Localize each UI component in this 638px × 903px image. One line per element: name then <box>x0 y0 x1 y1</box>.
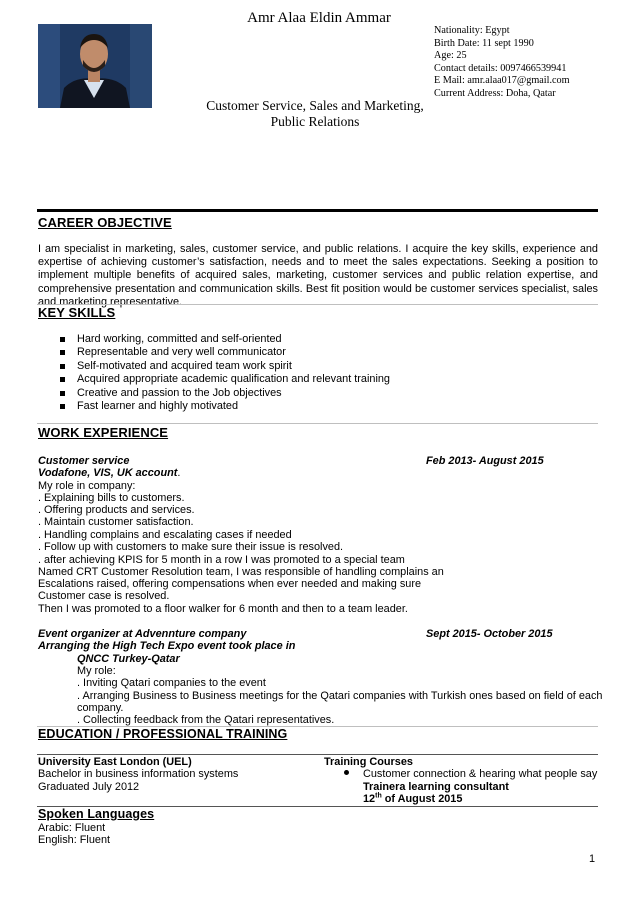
skill-item: Self-motivated and acquired team work spirit <box>60 360 390 373</box>
job1-line: . Handling complains and escalating cases if needed <box>38 529 292 541</box>
job1-line: . Maintain customer satisfaction. <box>38 516 194 528</box>
job1-line: . Follow up with customers to make sure their issue is resolved. <box>38 541 344 553</box>
job2-place: QNCC Turkey-Qatar <box>77 653 180 665</box>
skill-item: Acquired appropriate academic qualification and relevant training <box>60 373 390 386</box>
email: E Mail: amr.alaa017@gmail.com <box>434 75 570 87</box>
job1-role: Customer service <box>38 455 130 467</box>
profile-photo-image <box>38 24 152 108</box>
bullet-icon <box>344 770 349 775</box>
job1-line: . after achieving KPIS for 5 month in a row I was promoted to a special team <box>38 554 405 566</box>
section-title-key-skills: KEY SKILLS <box>38 305 116 320</box>
contact-number: Contact details: 0097466539941 <box>434 62 567 74</box>
training-date-suffix: th <box>375 792 382 800</box>
language-item: Arabic: Fluent <box>38 822 106 834</box>
job2-dates: Sept 2015- October 2015 <box>426 628 553 640</box>
job1-line: Named CRT Customer Resolution team, I was responsible of handling complains an <box>38 566 444 578</box>
section-title-languages: Spoken Languages <box>38 807 155 821</box>
skill-item: Hard working, committed and self-oriented <box>60 333 390 346</box>
job1-company-suffix: . <box>177 467 181 479</box>
profile-photo <box>38 24 152 108</box>
job1-dates: Feb 2013- August 2015 <box>426 455 544 467</box>
job2-line: . Collecting feedback from the Qatari representatives. <box>77 714 335 726</box>
job1-company-line <box>38 467 180 479</box>
university-name: University East London (UEL) <box>38 756 192 768</box>
job1-line: . Explaining bills to customers. <box>38 492 185 504</box>
job1-line: Escalations raised, offering compensations when ever needed and making sure <box>38 578 422 590</box>
divider <box>37 754 598 755</box>
job2-line: company. <box>77 702 124 714</box>
job2-line: My role: <box>77 665 116 677</box>
key-skills-list <box>60 333 390 413</box>
skill-item: Creative and passion to the Job objectives <box>60 387 390 400</box>
headline-line-1: Customer Service, Sales and Marketing, <box>206 98 424 113</box>
headline <box>160 98 470 130</box>
training-provider: Trainera learning consultant <box>363 781 509 793</box>
section-title-career-objective: CAREER OBJECTIVE <box>38 215 172 230</box>
training-course: Customer connection & hearing what people say <box>363 768 598 780</box>
divider <box>37 423 598 424</box>
graduation-date: Graduated July 2012 <box>38 781 140 793</box>
nationality: Nationality: Egypt <box>434 25 510 36</box>
section-title-education: EDUCATION / PROFESSIONAL TRAINING <box>38 727 288 741</box>
section-title-work-experience: WORK EXPERIENCE <box>38 425 169 440</box>
candidate-name: Amr Alaa Eldin Ammar <box>247 10 391 26</box>
job1-line: . Offering products and services. <box>38 504 195 516</box>
skill-item: Fast learner and highly motivated <box>60 400 390 413</box>
job2-line: . Arranging Business to Business meetings for the Qatari companies with Turkish ones based on field of each <box>77 690 603 702</box>
career-objective-last-line: and marketing representative. <box>38 295 183 308</box>
divider <box>37 304 598 305</box>
birth-date: Birth Date: 11 sept 1990 <box>434 37 534 49</box>
job1-line: My role in company: <box>38 480 136 492</box>
language-item: English: Fluent <box>38 834 111 846</box>
job1-company: Vodafone, VIS, UK account <box>38 467 178 479</box>
training-title: Training Courses <box>324 756 413 768</box>
page-number: 1 <box>589 853 596 865</box>
skill-item: Representable and very well communicator <box>60 346 390 359</box>
job2-line: . Inviting Qatari companies to the event <box>77 677 266 689</box>
headline-line-2: Public Relations <box>270 114 360 129</box>
degree: Bachelor in business information systems <box>38 768 239 780</box>
current-address: Current Address: Doha, Qatar <box>434 87 556 99</box>
training-date-day: 12 <box>363 793 376 805</box>
training-date <box>363 793 462 805</box>
training-date-rest: of August 2015 <box>381 793 463 805</box>
age: Age: 25 <box>434 50 467 62</box>
personal-details <box>434 25 570 101</box>
header-divider <box>37 209 598 212</box>
job2-subtitle: Arranging the High Tech Expo event took place in <box>38 640 296 652</box>
job1-line: Then I was promoted to a floor walker for 6 month and then to a team leader. <box>38 603 408 615</box>
career-objective-text <box>38 243 598 309</box>
job2-role: Event organizer at Advennture company <box>38 628 247 640</box>
career-objective-paragraph: I am specialist in marketing, sales, customer service, and public relations. I acquire the key skills, experience and expertise of achieving customer’s satisfaction, needs and to meet the sales expectations. Seeking a position to implement multiple benefits of acquired sales, marketing, customer services and public relation expertise, and comprehensive presentation and communication skills. Best fit position would be customer services specialist, sales <box>38 243 598 295</box>
job1-line: Customer case is resolved. <box>38 590 170 602</box>
